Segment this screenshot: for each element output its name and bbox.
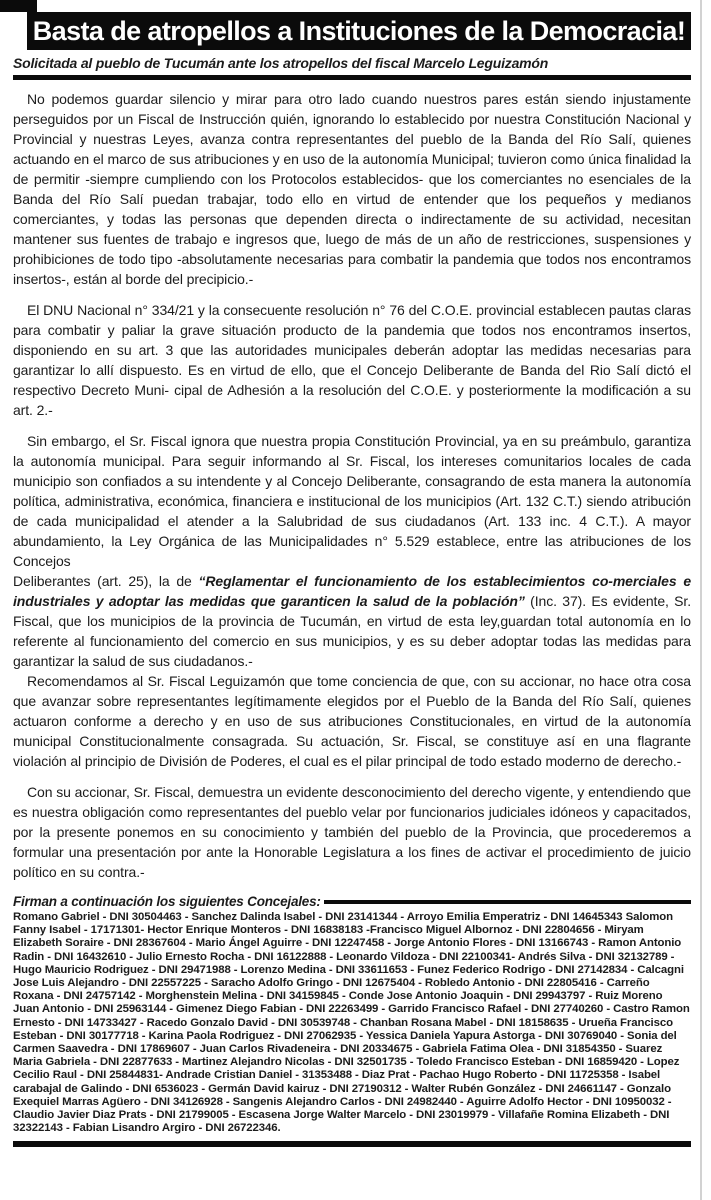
- scan-corner-mark: [0, 0, 37, 12]
- statute-intro: Deliberantes (art. 25), la de: [13, 573, 199, 589]
- body-paragraph-4: [13, 571, 691, 671]
- document-body: [13, 89, 691, 882]
- body-paragraph-5: Recomendamos al Sr. Fiscal Leguizamón que tome conciencia de que, con su accionar, no hace otra cosa que avanzar sobre representantes legítimamente elegidos por el Pueblo de la Banda del Río Salí, quienes actuaron conforme a derecho y en uso de sus atribuciones Constitucionales, en virtud de la autonomía municipal Constitucionalmente consagrada. Su actuación, Sr. Fiscal, se constituye así en una flagrante violación al principio de División de Poderes, el cual es el pilar principal de todo estado moderno de derecho.-: [13, 673, 691, 769]
- body-paragraph-6: Con su accionar, Sr. Fiscal, demuestra un evidente desconocimiento del derecho vigente, y entendiendo que es nuestra obligación como representantes del pueblo velar por funcionarios judiciales idóneos y capacitados, por la presente ponemos en su conocimiento y también del pueblo de la Provincia, que procederemos a formular una presentación por ante la Honorable Legislatura a los fines de activar el procedimiento de juicio político en su contra.-: [13, 784, 691, 880]
- page-title: Basta de atropellos a Instituciones de la Democracia!: [32, 15, 686, 46]
- bottom-divider-rule: [13, 1141, 691, 1147]
- body-paragraph-1: No podemos guardar silencio y mirar para otro lado cuando nuestros pares están siendo injustamente perseguidos por un Fiscal de Instrucción quién, ignorando lo establecido por nuestra Constitución Nacional y Provincial y nuestras Leyes, avanza contra representantes del pueblo de la Banda del Río Salí, quienes actuando en el marco de sus atribuciones y en uso de la autonomía Municipal; tuvieron como única finalidad la de permitir -siempre cumpliendo con los Protocolos establecidos- que los comerciantes no esenciales de la Banda del Río Salí puedan trabajar, todo ello en virtud de entender que los pequeños y medianos comerciantes, y todas las personas que dependen directa o indirectamente de su actividad, necesitan mantener sus fuentes de trabajo e ingresos que, luego de más de un año de restricciones, suspensiones y prohibiciones de todo tipo -absolutamente necesarias para combatir la pandemia que todos nos encontramos insertos-, están al borde del precipicio.-: [13, 91, 691, 287]
- header-divider-rule: [13, 75, 691, 80]
- signatures-heading: Firman a continuación los siguientes Concejales:: [13, 894, 321, 909]
- signatures-header-row: [13, 894, 691, 909]
- signatures-heading-rule: [324, 900, 691, 904]
- body-paragraph-3: Sin embargo, el Sr. Fiscal ignora que nuestra propia Constitución Provincial, ya en su preámbulo, garantiza la autonomía municipal. Para seguir informando al Sr. Fiscal, los intereses comunitarios locales de cada municipio son confiados a su intendente y al Concejo Deliberante, consagrando de esta manera la autonomía política, administrativa, económica, financiera e institucional de los municipios (Art. 132 C.T.) siendo atribución de cada municipalidad el atender a la Salubridad de sus ciudadanos (Art. 133 inc. 4 C.T.). A mayor abundamiento, la Ley Orgánica de las Municipalidades n° 5.529 establece, entre las atribuciones de los Concejos: [13, 433, 691, 569]
- body-paragraph-2: El DNU Nacional n° 334/21 y la consecuente resolución n° 76 del C.O.E. provincial establecen pautas claras para combatir y paliar la grave situación producto de la pandemia que todos nos encontramos insertos, disponiendo en su art. 3 que las autoridades municipales deberán adoptar las medidas necesarias para garantizar lo allí dispuesto. Es en virtud de ello, que el Concejo Deliberante de Banda del Rio Salí dictó el respectivo Decreto Muni- cipal de Adhesión a la resolución del C.O.E. y posteriormente la modificación a su art. 2.-: [13, 302, 691, 418]
- scan-edge-line: [700, 0, 702, 1200]
- signatures-list: Romano Gabriel - DNI 30504463 - Sanchez Dalinda Isabel - DNI 23141344 - Arroyo Emilia Emperatriz - DNI 14645343 Salomon Fanny Isabel - 17171301- Hector Enrique Monteros - DNI 16838183 -Francisco Miguel Albornoz - DNI 22804656 - Miryam Elizabeth Soraire - DNI 28367604 - Mario Ángel Aguirre - DNI 12247458 - Jorge Antonio Flores - DNI 13166743 - Ramon Antonio Radin - DNI 16432610 - Julio Ernesto Rocha - DNI 16122888 - Leonardo Vildoza - DNI 22100341- Andrés Silva - DNI 32132789 - Hugo Mauricio Rodriguez - DNI 29471988 - Lorenzo Medina - DNI 33611653 - Funez Federico Rodrigo - DNI 27142834 - Calcagni Jose Luis Alejandro - DNI 22557225 - Saracho Adolfo Gringo - DNI 12675404 - Robledo Antonio - DNI 22805416 - Carreño Roxana - DNI 24757142 - Morghenstein Melina - DNI 34159845 - Conde Jose Antonio Joaquin - DNI 29943797 - Ruiz Moreno Juan Antonio - DNI 25963144 - Gimenez Diego Fabian - DNI 22263499 - Garrido Francisco Rafael - DNI 27740260 - Castro Ramon Ernesto - DNI 14733427 - Racedo Gonzalo David - DNI 30539748 - Chanban Rosana Mabel - DNI 18158635 - Urueña Francisco Esteban - DNI 30177718 - Karina Paola Rodriguez - DNI 27062935 - Yessica Daniela Yapura Astorga - DNI 30769040 - Sonia del Carmen Saavedra - DNI 17869607 - Juan Carlos Rivadeneira - DNI 20334675 - Gabriela Fatima Olea - DNI 31854350 - Suarez Maria Gabriela - DNI 22877633 - Martinez Alejandro Nicolas - DNI 32501735 - Toledo Francisco Esteban - DNI 16859420 - Lopez Cecilio Raul - DNI 25844831- Andrade Cristian Daniel - 31353488 - Diaz Prat - Pachao Hugo Roberto - DNI 11725358 - Isabel carabajal de Galindo - DNI 6536023 - Germán David kairuz - DNI 27190312 - Walter Rubén González - DNI 24661147 - Gonzalo Exequiel Marras Agüero - DNI 34126928 - Sangenis Alejandro Carlos - DNI 24982440 - Aguirre Adolfo Hector - DNI 10950032 - Claudio Javier Diaz Prats - DNI 21799005 - Escasena Jorge Walter Marcelo - DNI 23019979 - Villafañe Romina Elizabeth - DNI 32322143 - Fabian Lisandro Argiro - DNI 26722346.: [13, 911, 690, 1135]
- statute-outro: (Inc. 37). Es evidente, Sr. Fiscal, que los municipios de la provincia de Tucumán, en virtud de esta ley,guardan total autonomía en lo referente al funcionamiento del comercio en sus municipios, y es su deber adoptar todas las medidas para garantizar la salud de sus ciudadanos.-: [13, 593, 691, 669]
- statute-quote: “Reglamentar el funcionamiento de los establecimientos co-merciales e industriales y adoptar las medidas que garanticen la salud de la población”: [13, 573, 692, 609]
- subtitle: Solicitada al pueblo de Tucumán ante los atropellos del fiscal Marcelo Leguizamón: [13, 55, 549, 71]
- title-banner: [27, 12, 691, 50]
